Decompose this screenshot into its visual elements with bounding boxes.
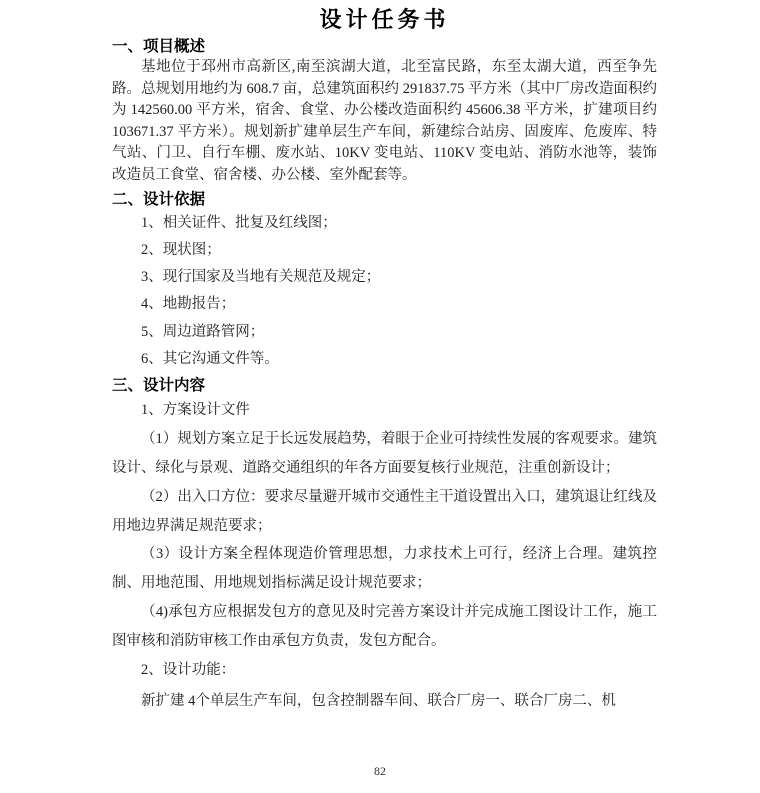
list-item: 4、地勘报告； bbox=[141, 296, 236, 313]
paragraph: 基地位于邳州市高新区,南至滨湖大道，北至富民路，东至太湖大道，西至争先路。总规划用地约为 608.7 亩，总建筑面积约 291837.75 平方米（其中厂房改造面积约为 142560.00 平方米，宿舍、食堂、办公楼改造面积约 45606.38 平方米，扩建项目约 103671.37 平方米）。规划新扩建单层生产车间，新建综合站房、固废库、危废库、特气站、门卫、自行车棚、废水站、10KV 变电站、110KV 变电站、消防水池等，装饰改造员工食堂、宿舍楼、办公楼、室外配套等。 bbox=[112, 59, 657, 183]
paragraph: （2）出入口方位：要求尽量避开城市交通性主干道设置出入口，建筑退让红线及用地边界满足规范要求； bbox=[112, 488, 657, 534]
section-heading: 二、设计依据 bbox=[112, 190, 206, 208]
section-heading: 三、设计内容 bbox=[112, 377, 206, 395]
section-project-overview bbox=[112, 36, 657, 187]
paragraph: （4)承包方应根据发包方的意见及时完善方案设计并完成施工图设计工作，施工图审核和消防审核工作由承包方负责，发包方配合。 bbox=[112, 603, 657, 649]
document-content bbox=[112, 6, 657, 712]
list-item: 3、现行国家及当地有关规范及规定； bbox=[141, 269, 381, 286]
paragraph: 新扩建 4个单层生产车间，包含控制器车间、联合厂房一、联合厂房二、机 bbox=[141, 693, 616, 710]
page-number: 82 bbox=[374, 764, 386, 778]
list-item: 2、现状图； bbox=[141, 241, 221, 258]
section-design-basis bbox=[112, 189, 657, 374]
paragraph: 1、方案设计文件 bbox=[141, 402, 250, 419]
list-item: 5、周边道路管网； bbox=[141, 323, 265, 340]
paragraph: （3）设计方案全程体现造价管理思想，力求技术上可行，经济上合理。建筑控制、用地范围、用地规划指标满足设计规范要求； bbox=[112, 546, 657, 592]
list-item: 1、相关证件、批复及红线图； bbox=[141, 214, 337, 231]
list-item: 6、其它沟通文件等。 bbox=[141, 351, 279, 368]
section-heading: 一、项目概述 bbox=[112, 38, 206, 55]
document-title: 设计任务书 bbox=[319, 7, 450, 32]
paragraph: （1）规划方案立足于长远发展趋势，着眼于企业可持续性发展的客观要求。建筑设计、绿化与景观、道路交通组织的年各方面要复核行业规范，注重创新设计； bbox=[112, 431, 657, 476]
section-design-content bbox=[112, 375, 657, 712]
paragraph: 2、设计功能： bbox=[141, 661, 236, 678]
